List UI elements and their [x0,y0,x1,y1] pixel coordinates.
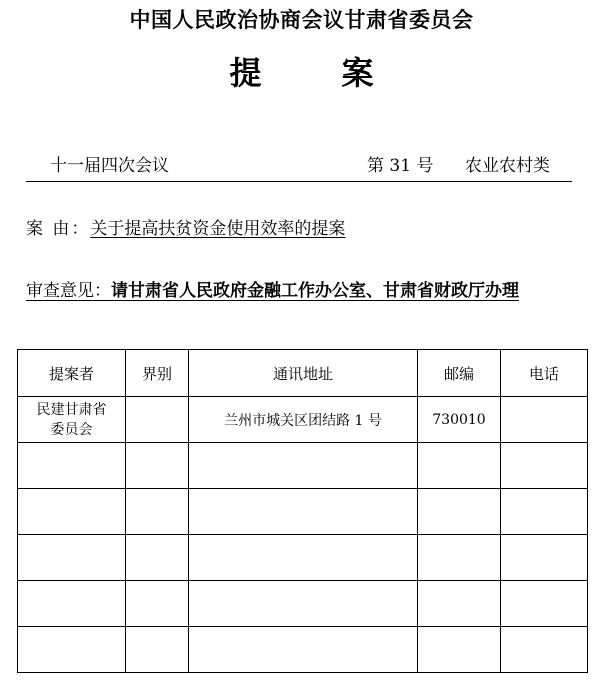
proposer-cell [18,627,126,673]
proposal-category: 农业农村类 [465,156,550,176]
reason-label: 案 由： [26,219,91,239]
header-divider [26,181,572,182]
postcode-cell: 730010 [418,397,501,443]
proposal-number: 第 31 号 [367,156,434,176]
proposer-table [17,349,588,673]
session-label: 十一届四次会议 [50,156,169,176]
phone-cell [501,397,588,443]
table-row [18,443,588,489]
reason-row [26,214,345,239]
address-cell [189,443,418,489]
phone-cell [501,535,588,581]
org-title: 中国人民政治协商会议甘肃省委员会 [129,7,474,32]
sector-cell [126,581,189,627]
doc-type-title: 提案 [229,54,454,92]
review-label: 审查意见： [26,281,111,301]
review-value: 请甘肃省人民政府金融工作办公室、甘肃省财政厅办理 [111,281,519,301]
table-row [18,397,588,443]
postcode-cell [418,489,501,535]
phone-cell [501,581,588,627]
proposer-cell [18,443,126,489]
table-header-row [18,350,588,397]
table-row [18,627,588,673]
postcode-cell [418,443,501,489]
sector-cell [126,535,189,581]
proposer-cell [18,535,126,581]
table-row [18,535,588,581]
address-cell [189,627,418,673]
address-cell [189,489,418,535]
table-row [18,489,588,535]
sector-cell [126,397,189,443]
postcode-cell [418,535,501,581]
column-header-postcode: 邮编 [418,350,501,397]
postcode-cell [418,627,501,673]
sector-cell [126,443,189,489]
proposer-cell [18,489,126,535]
phone-cell [501,627,588,673]
column-header-proposer: 提案者 [18,350,126,397]
proposer-cell [18,581,126,627]
column-header-sector: 界别 [126,350,189,397]
address-cell [189,581,418,627]
reason-value: 关于提高扶贫资金使用效率的提案 [90,219,346,239]
address-cell [189,535,418,581]
postcode-cell [418,581,501,627]
proposer-cell: 民建甘肃省委员会 [18,397,126,443]
review-row [26,276,519,301]
address-cell: 兰州市城关区团结路 1 号 [189,397,418,443]
sector-cell [126,627,189,673]
phone-cell [501,443,588,489]
column-header-phone: 电话 [501,350,588,397]
column-header-address: 通讯地址 [189,350,418,397]
sector-cell [126,489,189,535]
table-row [18,581,588,627]
phone-cell [501,489,588,535]
